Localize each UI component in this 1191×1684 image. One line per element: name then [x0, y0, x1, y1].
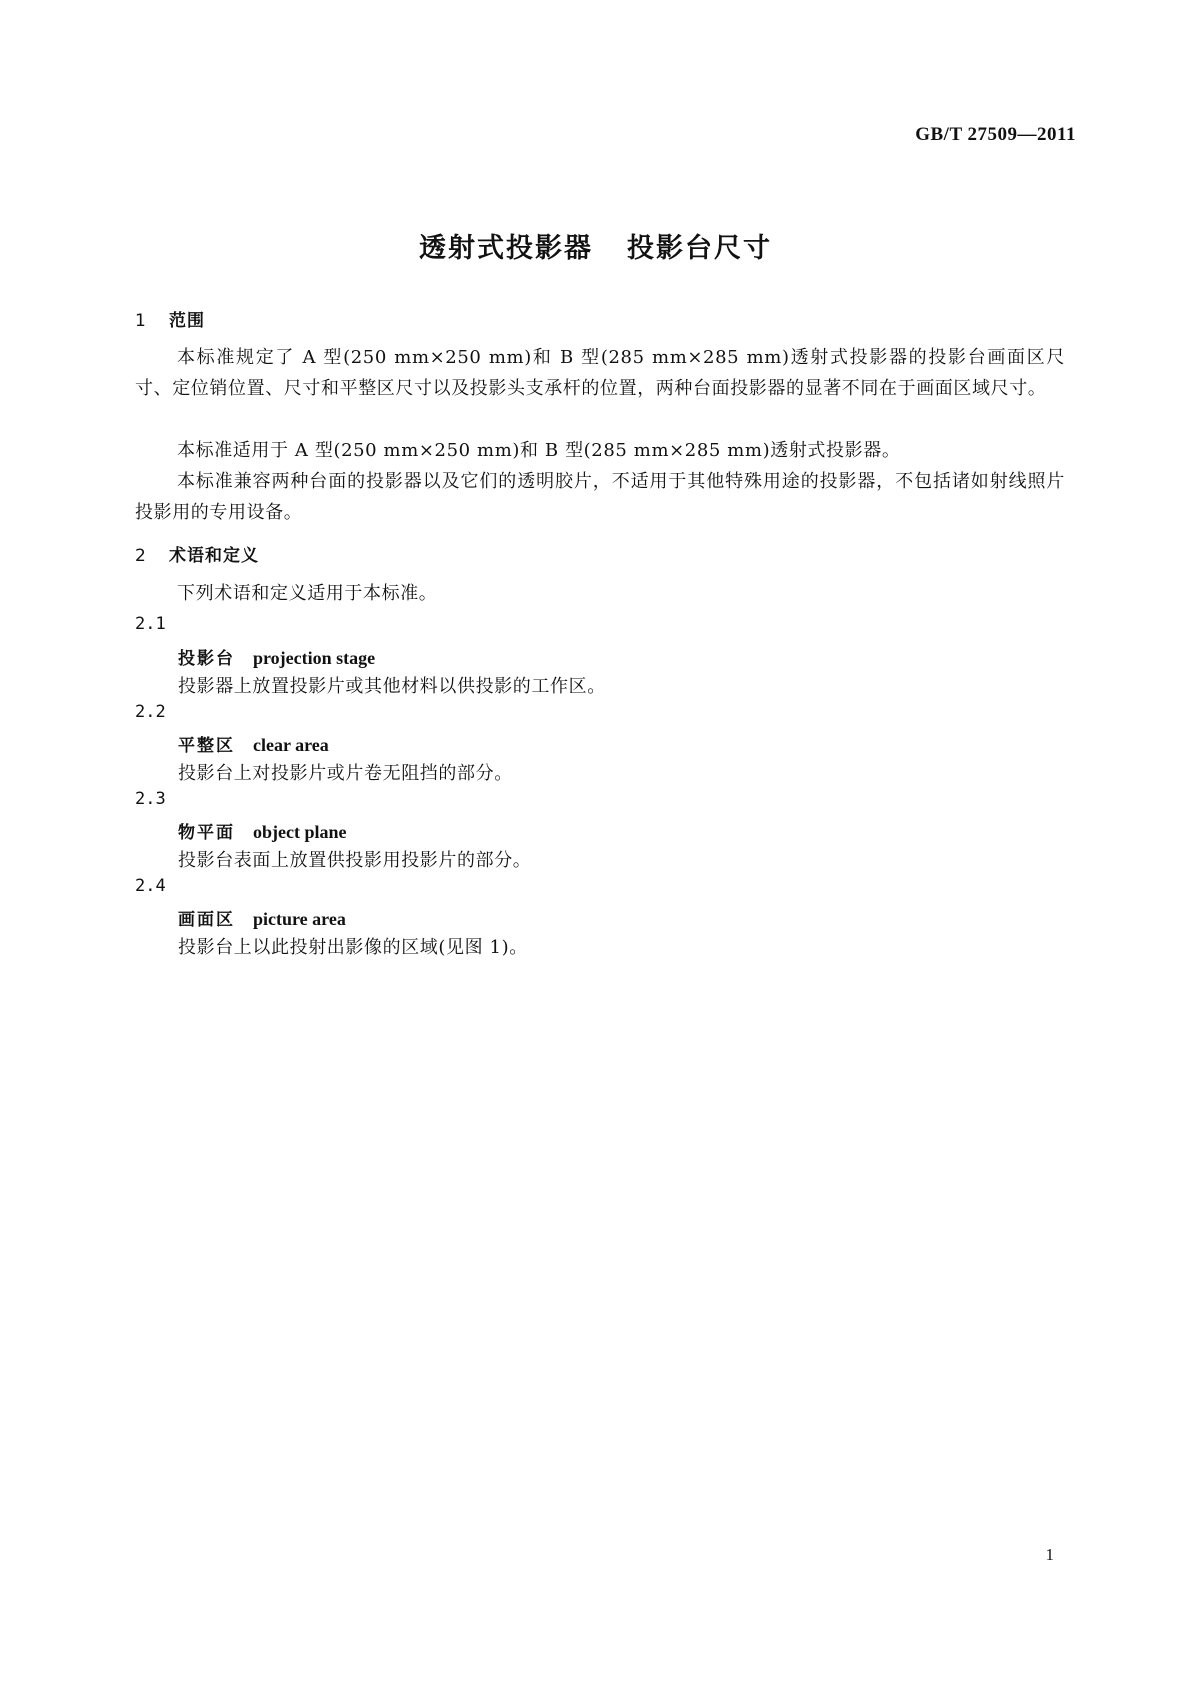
section-number: 2	[135, 546, 147, 566]
term-chinese: 物平面	[178, 823, 235, 843]
title-part-2: 投影台尺寸	[627, 233, 772, 264]
clause-number: 2.4	[135, 876, 166, 896]
term-heading	[178, 731, 329, 756]
section-title: 范围	[169, 311, 205, 331]
term-english: object plane	[253, 822, 347, 842]
clause-number: 2.3	[135, 789, 166, 809]
clause-number: 2.1	[135, 614, 166, 634]
term-definition: 投影器上放置投影片或其他材料以供投影的工作区。	[178, 676, 606, 697]
section-1-heading	[135, 306, 205, 331]
scope-paragraph-1: 本标准规定了 A 型(250 mm×250 mm)和 B 型(285 mm×285 mm)透射式投影器的投影台画面区尺寸、定位销位置、尺寸和平整区尺寸以及投影头支承杆的位置，两种台面投影器的显著不同在于画面区域尺寸。	[135, 347, 1065, 399]
section-2-heading	[135, 541, 259, 566]
page-number: 1	[1045, 1545, 1054, 1564]
clause-number: 2.2	[135, 702, 166, 722]
scope-paragraph-3: 本标准兼容两种台面的投影器以及它们的透明胶片，不适用于其他特殊用途的投影器，不包括诸如射线照片投影用的专用设备。	[135, 471, 1065, 523]
scope-paragraph-2: 本标准适用于 A 型(250 mm×250 mm)和 B 型(285 mm×285 mm)透射式投影器。	[177, 440, 901, 461]
term-english: picture area	[253, 909, 346, 929]
term-english: clear area	[253, 735, 329, 755]
document-title	[0, 226, 1191, 265]
section-title: 术语和定义	[169, 546, 259, 566]
term-definition: 投影台上以此投射出影像的区域(见图 1)。	[178, 937, 528, 958]
term-heading	[178, 905, 346, 930]
term-definition: 投影台上对投影片或片卷无阻挡的部分。	[178, 763, 513, 784]
term-heading	[178, 818, 347, 843]
term-heading	[178, 644, 375, 669]
term-definition: 投影台表面上放置供投影用投影片的部分。	[178, 850, 532, 871]
title-part-1: 透射式投影器	[419, 233, 593, 264]
term-english: projection stage	[253, 648, 376, 668]
term-chinese: 画面区	[178, 910, 235, 930]
term-chinese: 投影台	[178, 649, 235, 669]
standard-code: GB/T 27509—2011	[915, 124, 1076, 145]
term-chinese: 平整区	[178, 736, 235, 756]
section-number: 1	[135, 311, 147, 331]
terms-intro: 下列术语和定义适用于本标准。	[177, 583, 438, 604]
